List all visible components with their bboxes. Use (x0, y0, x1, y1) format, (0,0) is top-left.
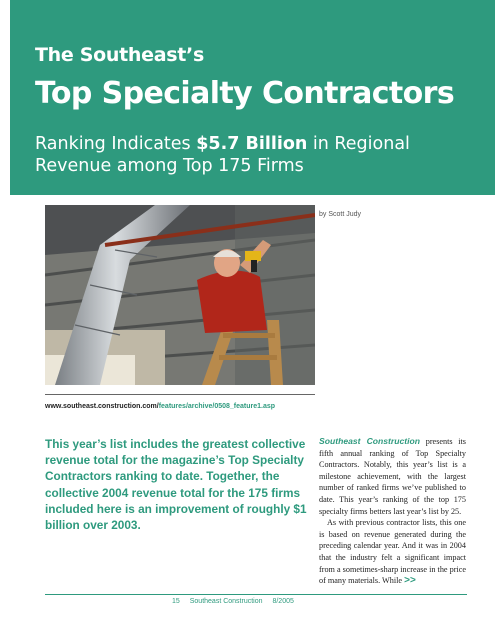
url-domain: www.southeast.construction.com/ (45, 403, 159, 410)
byline: by Scott Judy (319, 211, 362, 218)
subheadline (35, 133, 485, 177)
article-url-link[interactable] (45, 403, 275, 410)
pull-quote: This year’s list includes the greatest collective revenue total for the magazine’s Top Specialty Contractors ranking to date. Together, the collective 2004 revenue total for the 175 firms included here is an improvement of roughly $1 billion over 2003. (45, 437, 307, 533)
body-paragraph-2-text: As with previous contractor lists, this one is based on revenue generated during the preceding calendar year. And it was in 2004 that the industry felt a significant impact from a sometimes-sharp increase in the price of many materials. While (319, 518, 466, 586)
publication-name: Southeast Construction (189, 598, 263, 605)
subheadline-figure: $5.7 Billion (196, 134, 308, 154)
subheadline-post: in Regional Revenue among Top 175 Firms (35, 134, 410, 176)
magazine-name: Southeast Construction (319, 436, 421, 446)
header-banner (10, 0, 495, 195)
url-path: features/archive/0508_feature1.asp (158, 403, 276, 410)
body-paragraph-1 (319, 436, 466, 517)
footer-divider (45, 594, 467, 595)
issue-date: 8/2005 (272, 598, 294, 605)
page-footer (172, 598, 302, 605)
page-number: 15 (172, 598, 180, 605)
body-paragraph-2 (319, 517, 466, 587)
headline: Top Specialty Contractors (35, 76, 455, 111)
worker-photo-illustration (45, 205, 315, 385)
subheadline-pre: Ranking Indicates (35, 134, 197, 154)
kicker: The Southeast’s (35, 44, 204, 66)
continued-arrow[interactable]: >> (404, 575, 416, 587)
divider (45, 394, 315, 395)
body-paragraph-1-text: presents its fifth annual ranking of Top Specialty Contractors. Notably, this year’s list is a milestone achievement, with the largest number of ranked firms we’ve published to date. This year’s ranking of the top 175 specialty firms betters last year’s list by 25. (319, 437, 466, 516)
feature-photo (45, 205, 315, 385)
body-text (319, 436, 466, 587)
